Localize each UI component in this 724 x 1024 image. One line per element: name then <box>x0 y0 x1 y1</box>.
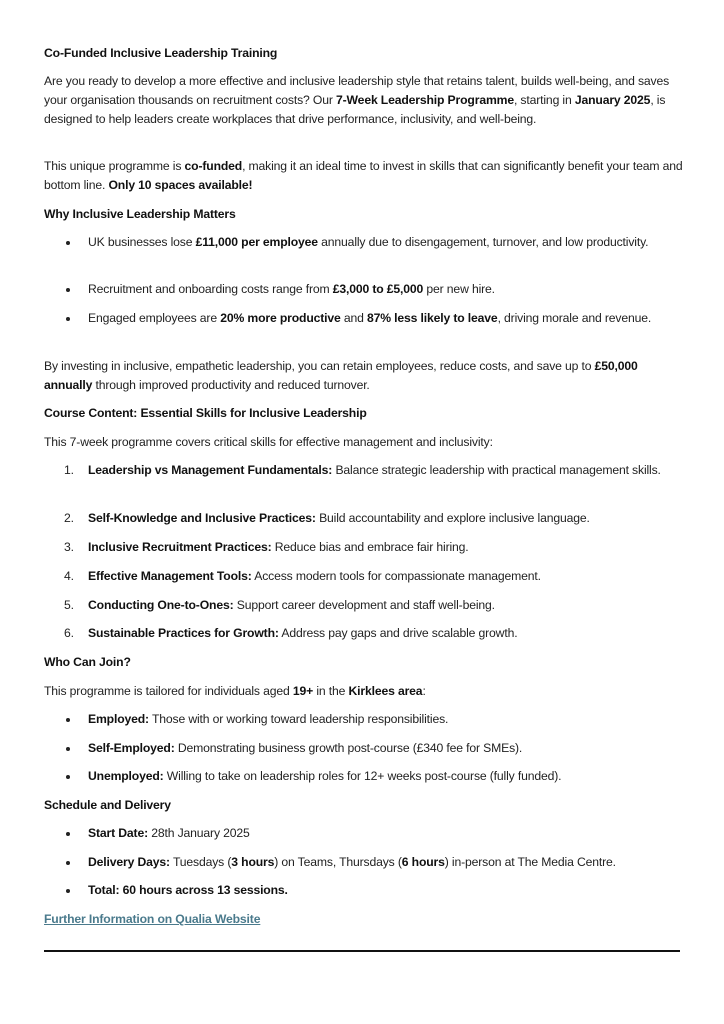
horizontal-rule <box>44 950 680 952</box>
who-list-item: Employed: Those with or working toward leadership responsibilities. <box>44 710 684 729</box>
course-list-item: 3. Inclusive Recruitment Practices: Reduce bias and embrace fair hiring. <box>64 540 469 554</box>
why-list-item: Engaged employees are 20% more productive and 87% less likely to leave, driving morale and revenue. <box>44 309 684 328</box>
schedule-list-item: Start Date: 28th January 2025 <box>44 824 684 843</box>
who-heading: Who Can Join? <box>44 655 131 669</box>
intro-paragraph-1: Are you ready to develop a more effective and inclusive leadership style that retains talent, builds well-being, and saves your organisation thousands on recruitment costs? Our 7-Week Leadership Programme, starting in January 2025, is designed to help leaders create workplaces that drive performance, inclusivity, and well-being. <box>44 74 670 126</box>
who-intro: This programme is tailored for individuals aged 19+ in the Kirklees area: <box>44 684 426 698</box>
bullet-icon <box>66 889 70 893</box>
bullet-icon <box>66 861 70 865</box>
course-list-item: 4. Effective Management Tools: Access modern tools for compassionate management. <box>64 569 541 583</box>
course-heading: Course Content: Essential Skills for Inclusive Leadership <box>44 406 367 420</box>
why-summary: By investing in inclusive, empathetic leadership, you can retain employees, reduce costs, and save up to £50,000 annually through improved productivity and reduced turnover. <box>44 359 638 392</box>
why-heading: Why Inclusive Leadership Matters <box>44 207 236 221</box>
bullet-icon <box>66 241 70 245</box>
why-list-item: Recruitment and onboarding costs range from £3,000 to £5,000 per new hire. <box>44 280 684 299</box>
further-info-row <box>44 910 684 929</box>
intro-paragraph-2: This unique programme is co-funded, making it an ideal time to invest in skills that can significantly benefit your team and bottom line. Only 10 spaces available! <box>44 159 683 192</box>
schedule-list-item: Total: 60 hours across 13 sessions. <box>44 881 684 900</box>
course-list-item: 5. Conducting One-to-Ones: Support career development and staff well-being. <box>64 598 495 612</box>
bullet-icon <box>66 832 70 836</box>
course-list-item: 6. Sustainable Practices for Growth: Address pay gaps and drive scalable growth. <box>64 626 518 640</box>
course-list-item: 2. Self-Knowledge and Inclusive Practices: Build accountability and explore inclusive language. <box>64 511 590 525</box>
course-intro: This 7-week programme covers critical skills for effective management and inclusivity: <box>44 435 493 449</box>
document-title: Co-Funded Inclusive Leadership Training <box>44 46 278 60</box>
schedule-list-item: Delivery Days: Tuesdays (3 hours) on Teams, Thursdays (6 hours) in-person at The Media Centre. <box>44 853 684 872</box>
course-list-item: 1. Leadership vs Management Fundamentals: Balance strategic leadership with practical management skills. <box>64 463 661 477</box>
who-list-item: Unemployed: Willing to take on leadership roles for 12+ weeks post-course (fully funded). <box>44 767 684 786</box>
bullet-icon <box>66 317 70 321</box>
bullet-icon <box>66 747 70 751</box>
bullet-icon <box>66 288 70 292</box>
bullet-icon <box>66 775 70 779</box>
further-info-link[interactable]: Further Information on Qualia Website <box>44 912 261 926</box>
bullet-icon <box>66 718 70 722</box>
who-list-item: Self-Employed: Demonstrating business growth post-course (£340 fee for SMEs). <box>44 739 684 758</box>
schedule-heading: Schedule and Delivery <box>44 798 171 812</box>
why-list-item: UK businesses lose £11,000 per employee annually due to disengagement, turnover, and low productivity. <box>44 233 684 252</box>
